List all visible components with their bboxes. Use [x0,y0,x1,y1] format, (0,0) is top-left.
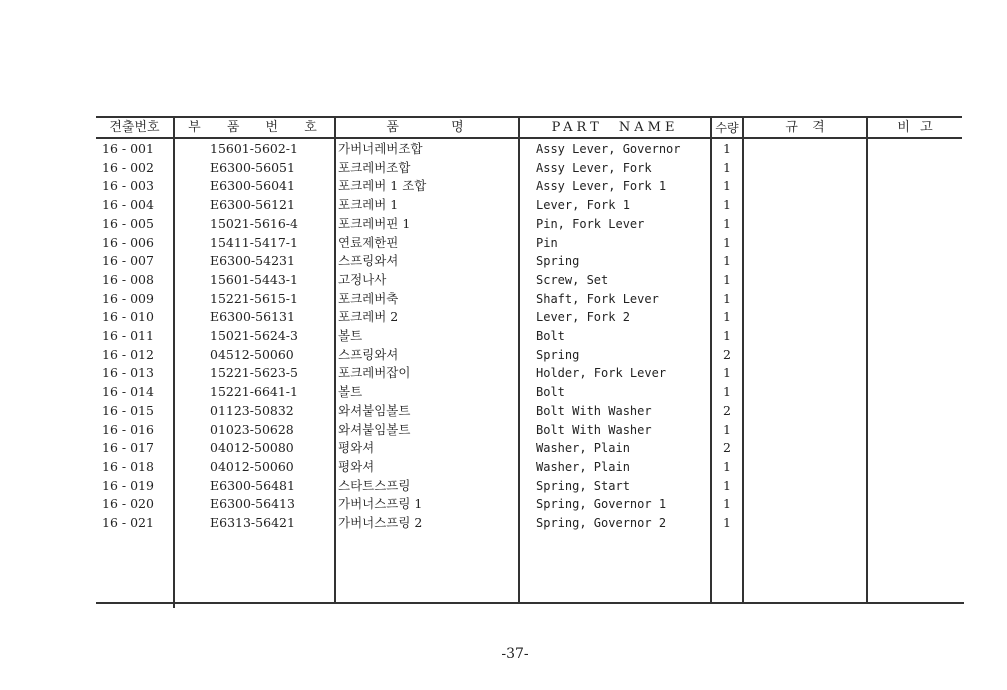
part-name-kr-cell: 포크레버 1 조합 [338,178,427,194]
qty-cell: 1 [723,496,731,512]
part-name-en-cell: Bolt [536,385,565,400]
part-name-kr-cell: 포크레버 1 [338,197,399,213]
part-name-en-cell: Washer, Plain [536,441,630,456]
qty-cell: 1 [723,253,731,269]
part-name-kr-cell: 포크레버핀 1 [338,215,411,231]
part-name-kr-cell: 가버너스프링 1 [338,496,423,512]
ref-no-cell: 16 - 001 [102,141,154,156]
part-no-cell: 15021-5624-3 [210,328,298,343]
part-no-cell: E6300-56051 [210,159,295,175]
ref-no-cell: 16 - 007 [102,253,154,269]
qty-cell: 2 [723,402,731,418]
qty-cell: 1 [723,178,731,194]
part-name-kr-cell: 포크레버잡이 [338,365,411,381]
part-name-kr-cell: 와셔붙임볼트 [338,421,411,437]
part-no-cell: E6300-56041 [210,178,295,194]
part-name-en-cell: Lever, Fork 1 [536,198,630,213]
part-name-kr-cell: 가버너스프링 2 [338,515,423,530]
part-no-cell: E6313-56421 [210,515,295,530]
part-name-kr-cell: 연료제한핀 [338,234,399,250]
qty-cell: 1 [723,197,731,213]
part-no-cell: E6300-56121 [210,197,295,213]
part-name-en-cell: Spring [536,254,580,269]
part-name-kr-cell: 스프링와셔 [338,253,399,269]
qty-cell: 1 [723,159,731,175]
part-no-cell: 15221-5623-5 [210,365,298,381]
part-no-cell: 04012-50060 [210,458,294,474]
part-name-kr-cell: 와셔붙임볼트 [338,402,411,418]
part-name-en-cell: Pin, Fork Lever [536,216,645,231]
part-name-en-cell: Spring, Governor 2 [536,516,667,530]
part-no-cell: 15221-5615-1 [210,290,298,306]
part-name-kr-cell: 스프링와셔 [338,346,399,362]
qty-cell: 2 [723,346,731,362]
part-no-cell: E6300-56481 [210,477,295,493]
part-no-cell: 04512-50060 [210,346,294,362]
part-no-cell: 04012-50080 [210,440,294,456]
part-name-kr-cell: 포크레버조합 [338,159,411,175]
qty-cell: 1 [723,271,731,287]
part-name-en-cell: Bolt With Washer [536,403,652,418]
part-no-cell: E6300-56413 [210,496,295,512]
qty-cell: 1 [723,458,731,474]
part-name-kr-cell: 볼트 [338,328,363,343]
qty-cell: 1 [723,234,731,250]
ref-no-cell: 16 - 004 [102,197,154,213]
ref-no-cell: 16 - 014 [102,384,154,400]
ref-no-cell: 16 - 010 [102,309,154,325]
table-bottom-rule [96,602,964,604]
part-name-kr-cell: 평와셔 [338,458,375,474]
qty-cell: 1 [723,328,731,343]
part-name-kr-cell: 가버너레버조합 [338,141,423,156]
col-divider-6 [866,118,868,604]
part-no-cell: 15601-5602-1 [210,141,298,156]
part-name-en-cell: Lever, Fork 2 [536,310,630,325]
header-part-name-en: PART NAME [551,120,679,135]
part-name-en-cell: Shaft, Fork Lever [536,291,659,306]
part-name-kr-cell: 스타트스프링 [338,477,411,493]
part-name-en-cell: Bolt With Washer [536,422,652,437]
ref-no-cell: 16 - 015 [102,402,154,418]
qty-cell: 1 [723,290,731,306]
ref-no-cell: 16 - 008 [102,271,154,287]
part-name-en-cell: Spring [536,347,580,362]
part-name-kr-cell: 포크레버축 [338,290,399,306]
col-divider-1 [173,118,175,608]
qty-cell: 1 [723,309,731,325]
part-no-cell: E6300-54231 [210,253,295,269]
part-name-kr-cell: 볼트 [338,384,363,400]
part-name-kr-cell: 평와셔 [338,440,375,456]
part-no-cell: 01123-50832 [210,402,294,418]
qty-cell: 1 [723,384,731,400]
part-name-en-cell: Spring, Start [536,478,630,493]
col-divider-3 [518,118,520,604]
part-name-en-cell: Bolt [536,329,565,343]
header-qty: 수량 [715,121,739,135]
ref-no-cell: 16 - 011 [102,328,154,343]
qty-cell: 1 [723,215,731,231]
part-no-cell: 01023-50628 [210,421,294,437]
part-no-cell: 15411-5417-1 [210,234,298,250]
ref-no-cell: 16 - 005 [102,215,154,231]
ref-no-cell: 16 - 003 [102,178,154,194]
part-no-cell: 15221-6641-1 [210,384,298,400]
part-name-en-cell: Spring, Governor 1 [536,497,667,512]
part-no-cell: 15601-5443-1 [210,271,298,287]
ref-no-cell: 16 - 002 [102,159,154,175]
part-name-en-cell: Pin [536,235,558,250]
ref-no-cell: 16 - 017 [102,440,154,456]
header-remarks: 비 고 [897,120,933,135]
page-number: -37- [501,646,529,662]
ref-no-cell: 16 - 018 [102,458,154,474]
ref-no-cell: 16 - 013 [102,365,154,381]
ref-no-cell: 16 - 019 [102,477,154,493]
part-name-en-cell: Assy Lever, Fork [536,160,652,175]
qty-cell: 1 [723,421,731,437]
ref-no-cell: 16 - 021 [102,515,154,530]
qty-cell: 1 [723,477,731,493]
part-name-en-cell: Holder, Fork Lever [536,366,667,381]
part-name-kr-cell: 고정나사 [338,271,387,287]
header-part-no: 부 품 번 호 [188,120,321,135]
part-no-cell: 15021-5616-4 [210,215,298,231]
col-divider-5 [742,118,744,604]
qty-cell: 1 [723,515,731,530]
header-spec: 규 격 [785,120,825,135]
qty-cell: 2 [723,440,731,456]
header-ref-no: 견출번호 [109,120,160,135]
ref-no-cell: 16 - 009 [102,290,154,306]
qty-cell: 1 [723,365,731,381]
header-part-name-kr: 품 명 [386,120,468,135]
part-name-kr-cell: 포크레버 2 [338,309,399,325]
col-divider-2 [334,118,336,604]
ref-no-cell: 16 - 016 [102,421,154,437]
ref-no-cell: 16 - 020 [102,496,154,512]
part-name-en-cell: Screw, Set [536,272,609,287]
part-no-cell: E6300-56131 [210,309,295,325]
qty-cell: 1 [723,141,731,156]
ref-no-cell: 16 - 006 [102,234,154,250]
ref-no-cell: 16 - 012 [102,346,154,362]
part-name-en-cell: Washer, Plain [536,459,630,474]
part-name-en-cell: Assy Lever, Fork 1 [536,179,667,194]
part-name-en-cell: Assy Lever, Governor [536,142,681,156]
